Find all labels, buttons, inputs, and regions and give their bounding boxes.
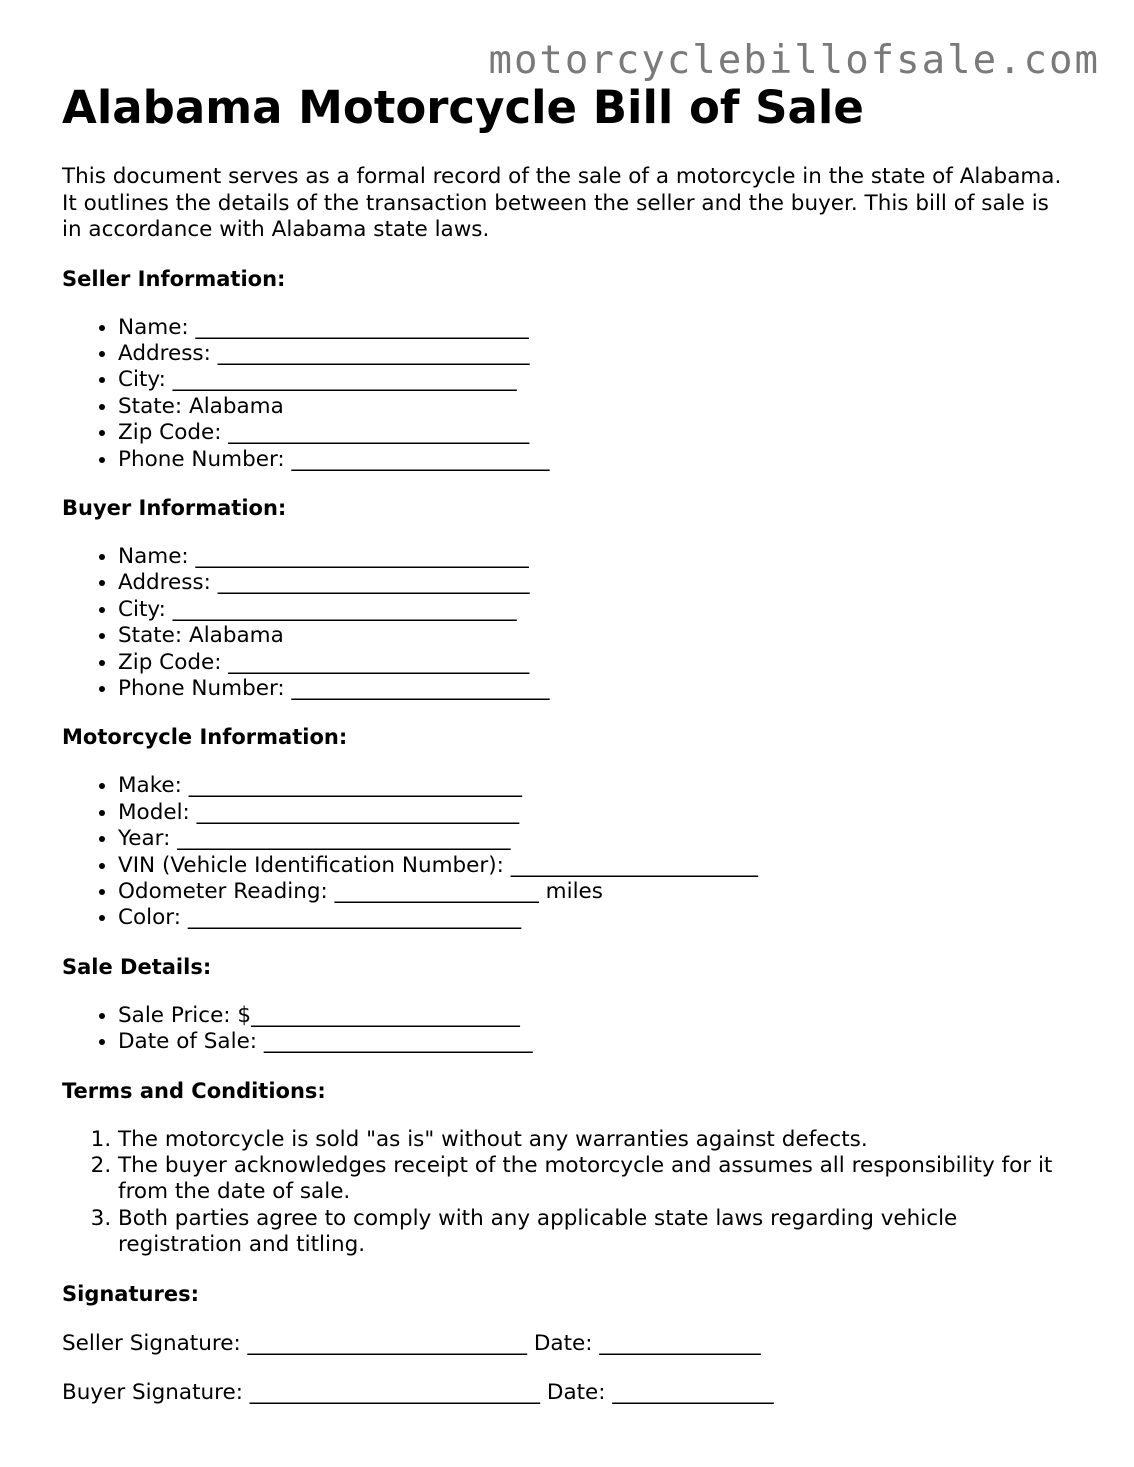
sale-date-field: • Date of Sale: _________________________ bbox=[118, 1029, 1072, 1055]
buyer-name-field: • Name: _______________________________ bbox=[118, 544, 1072, 570]
document-page bbox=[62, 80, 1072, 1406]
term-item: 1. The motorcycle is sold "as is" without any warranties against defects. bbox=[118, 1127, 1072, 1153]
sale-price-field: • Sale Price: $_________________________ bbox=[118, 1003, 1072, 1029]
sale-details-list bbox=[62, 1003, 1072, 1056]
term-item: 3. Both parties agree to comply with any applicable state laws regarding vehicle registration and titling. bbox=[118, 1206, 1072, 1259]
seller-section-heading: Seller Information: bbox=[62, 266, 286, 291]
motorcycle-year-field: • Year: _______________________________ bbox=[118, 826, 1072, 852]
seller-name-field: • Name: _______________________________ bbox=[118, 315, 1072, 341]
seller-phone-field: • Phone Number: ________________________ bbox=[118, 447, 1072, 473]
terms-list bbox=[62, 1127, 1072, 1259]
buyer-info-list bbox=[62, 544, 1072, 702]
buyer-phone-field: • Phone Number: ________________________ bbox=[118, 676, 1072, 702]
motorcycle-odometer-field: • Odometer Reading: ___________________ miles bbox=[118, 879, 1072, 905]
buyer-state-field: • State: Alabama bbox=[118, 623, 1072, 649]
sale-section-heading: Sale Details: bbox=[62, 954, 212, 979]
motorcycle-color-field: • Color: _______________________________ bbox=[118, 905, 1072, 931]
page-title: Alabama Motorcycle Bill of Sale bbox=[62, 81, 864, 134]
site-watermark: motorcyclebillofsale.com bbox=[488, 38, 1100, 83]
seller-signature-line: Seller Signature: __________________________ Date: _______________ bbox=[62, 1330, 761, 1356]
buyer-signature-line: Buyer Signature: ___________________________ Date: _______________ bbox=[62, 1379, 774, 1405]
buyer-zip-field: • Zip Code: ____________________________ bbox=[118, 650, 1072, 676]
buyer-address-field: • Address: _____________________________ bbox=[118, 570, 1072, 596]
seller-state-field: • State: Alabama bbox=[118, 394, 1072, 420]
motorcycle-make-field: • Make: _______________________________ bbox=[118, 773, 1072, 799]
seller-zip-field: • Zip Code: ____________________________ bbox=[118, 420, 1072, 446]
motorcycle-vin-field: • VIN (Vehicle Identification Number): _______________________ bbox=[118, 853, 1072, 879]
seller-info-list bbox=[62, 315, 1072, 473]
term-item: 2. The buyer acknowledges receipt of the motorcycle and assumes all responsibility for it from the date of sale. bbox=[118, 1153, 1072, 1206]
seller-address-field: • Address: _____________________________ bbox=[118, 341, 1072, 367]
buyer-section-heading: Buyer Information: bbox=[62, 495, 287, 520]
intro-paragraph: This document serves as a formal record of the sale of a motorcycle in the state of Alabama. It outlines the details of the transaction between the seller and the buyer. This bill of sale is in accordance with Alabama state laws. bbox=[62, 164, 1062, 242]
seller-city-field: • City: ________________________________ bbox=[118, 367, 1072, 393]
signatures-section-heading: Signatures: bbox=[62, 1281, 199, 1306]
motorcycle-info-list bbox=[62, 773, 1072, 931]
buyer-city-field: • City: ________________________________ bbox=[118, 597, 1072, 623]
motorcycle-section-heading: Motorcycle Information: bbox=[62, 725, 348, 750]
terms-section-heading: Terms and Conditions: bbox=[62, 1078, 326, 1103]
motorcycle-model-field: • Model: ______________________________ bbox=[118, 800, 1072, 826]
